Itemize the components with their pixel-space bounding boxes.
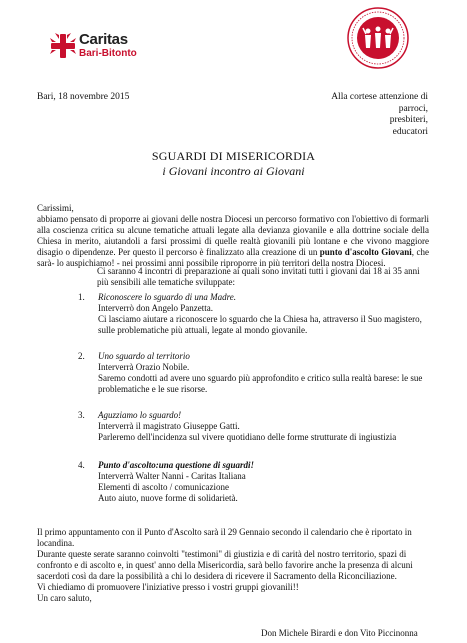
letter-subtitle: i Giovani incontro ai Giovani <box>162 164 305 178</box>
meeting-speaker: Interverrà Orazio Nobile. <box>98 362 190 372</box>
caritas-cross-icon <box>50 33 76 59</box>
meeting-speaker: Interverrà Walter Nanni - Caritas Italiana <box>98 471 246 481</box>
meetings-intro: Ci saranno 4 incontri di preparazione ai quali sono invitati tutti i giovani dai 18 ai 35 anni più sensibili alle tematiche sviluppate: <box>97 266 420 287</box>
caritas-logo <box>50 30 155 62</box>
meeting-speaker: Interverrà il magistrato Giuseppe Gatti. <box>98 421 240 431</box>
meeting-item-2 <box>78 351 433 395</box>
letter-date: Bari, 18 novembre 2015 <box>37 92 130 102</box>
meeting-item-4 <box>78 460 433 504</box>
org-subtitle: Bari-Bitonto <box>79 48 137 59</box>
meeting-description: Elementi di ascolto / comunicazione <box>98 482 229 492</box>
recipients-line: educatori <box>392 126 428 137</box>
letter-title: SGUARDI DI MISERICORDIA <box>151 149 316 163</box>
meeting-description: Parleremo dell'incidenza sul vivere quotidiano delle forme strutturate di ingiustizia <box>98 432 397 442</box>
recipients-line: parroci, <box>398 103 428 114</box>
diocesan-seal-icon <box>345 6 411 70</box>
signature: Don Michele Birardi e don Vito Piccinonna <box>261 628 418 638</box>
meeting-description: Auto aiuto, nuove forme di solidarietà. <box>98 493 238 503</box>
meeting-item-3 <box>78 410 433 443</box>
meeting-number: 2. <box>78 351 85 361</box>
meeting-number: 3. <box>78 410 85 420</box>
recipients-line: Alla cortese attenzione di <box>331 92 428 102</box>
meeting-speaker: Interverrò don Angelo Panzetta. <box>98 303 213 313</box>
intro-text: abbiamo pensato di proporre ai giovani delle nostra Diocesi un percorso formativo con l'obiettivo di formarli alla coscienza critica su alcune tematiche attuali legate alla devianza giovanile e alla dottrine sociale della Chiesa in merito, aiutandoli a farsi prossimi di quelle realtà giovanili più lontane e che vivono maggiore disagio o dipendenze. Per questo il percorso è finalizzato alla creazione di un <box>37 214 429 257</box>
meeting-item-1 <box>78 292 433 336</box>
meeting-title: Aguzziamo lo sguardo! <box>98 410 182 420</box>
meeting-title: Riconoscere lo sguardo di una Madre. <box>98 292 236 302</box>
meeting-title: Uno sguardo al territorio <box>98 351 190 361</box>
closing-paragraph: Il primo appuntamento con il Punto d'Ascolto sarà il 29 Gennaio secondo il calendario che è riportato in locandina. Durante queste serate saranno coinvolti "testimoni" di giustizia e di carità del nostro territorio, spazi di confronto e di ascolto e, in quest' anno della Misericordia, sarà bello favorire anche la presenza di alcuni sacerdoti così da dare la possibilità a chi lo desidera di ricevere il Sacramento della Riconciliazione. Vi chiediamo di promuovere l'iniziative presso i vostri gruppi giovanili!! Un caro saluto, <box>37 527 413 603</box>
meeting-number: 4. <box>78 460 85 470</box>
org-name: Caritas <box>79 31 128 48</box>
meeting-description: Ci lasciamo aiutare a riconoscere lo sguardo che la Chiesa ha, attraverso il Suo magistero, sulle problematiche più attuali, legate al mondo giovanile. <box>98 314 422 335</box>
recipients-block <box>300 92 428 138</box>
greeting: Carissimi, <box>37 203 74 213</box>
intro-text-end: , che sarà- lo auspichiamo! - nei prossimi anni possibile riproporre in più territori della nostra Diocesi. <box>37 247 429 268</box>
meeting-number: 1. <box>78 292 85 302</box>
intro-paragraph <box>37 214 429 269</box>
recipients-line: presbiteri, <box>389 115 428 125</box>
meeting-description: Saremo condotti ad avere uno sguardo più approfondito e critico sulla realtà barese: le sue problematiche e le sue risorse. <box>98 373 423 394</box>
intro-highlight: punto d'ascolto Giovani <box>319 247 412 257</box>
meeting-title: Punto d'ascolto:una questione di sguardi! <box>98 460 255 470</box>
